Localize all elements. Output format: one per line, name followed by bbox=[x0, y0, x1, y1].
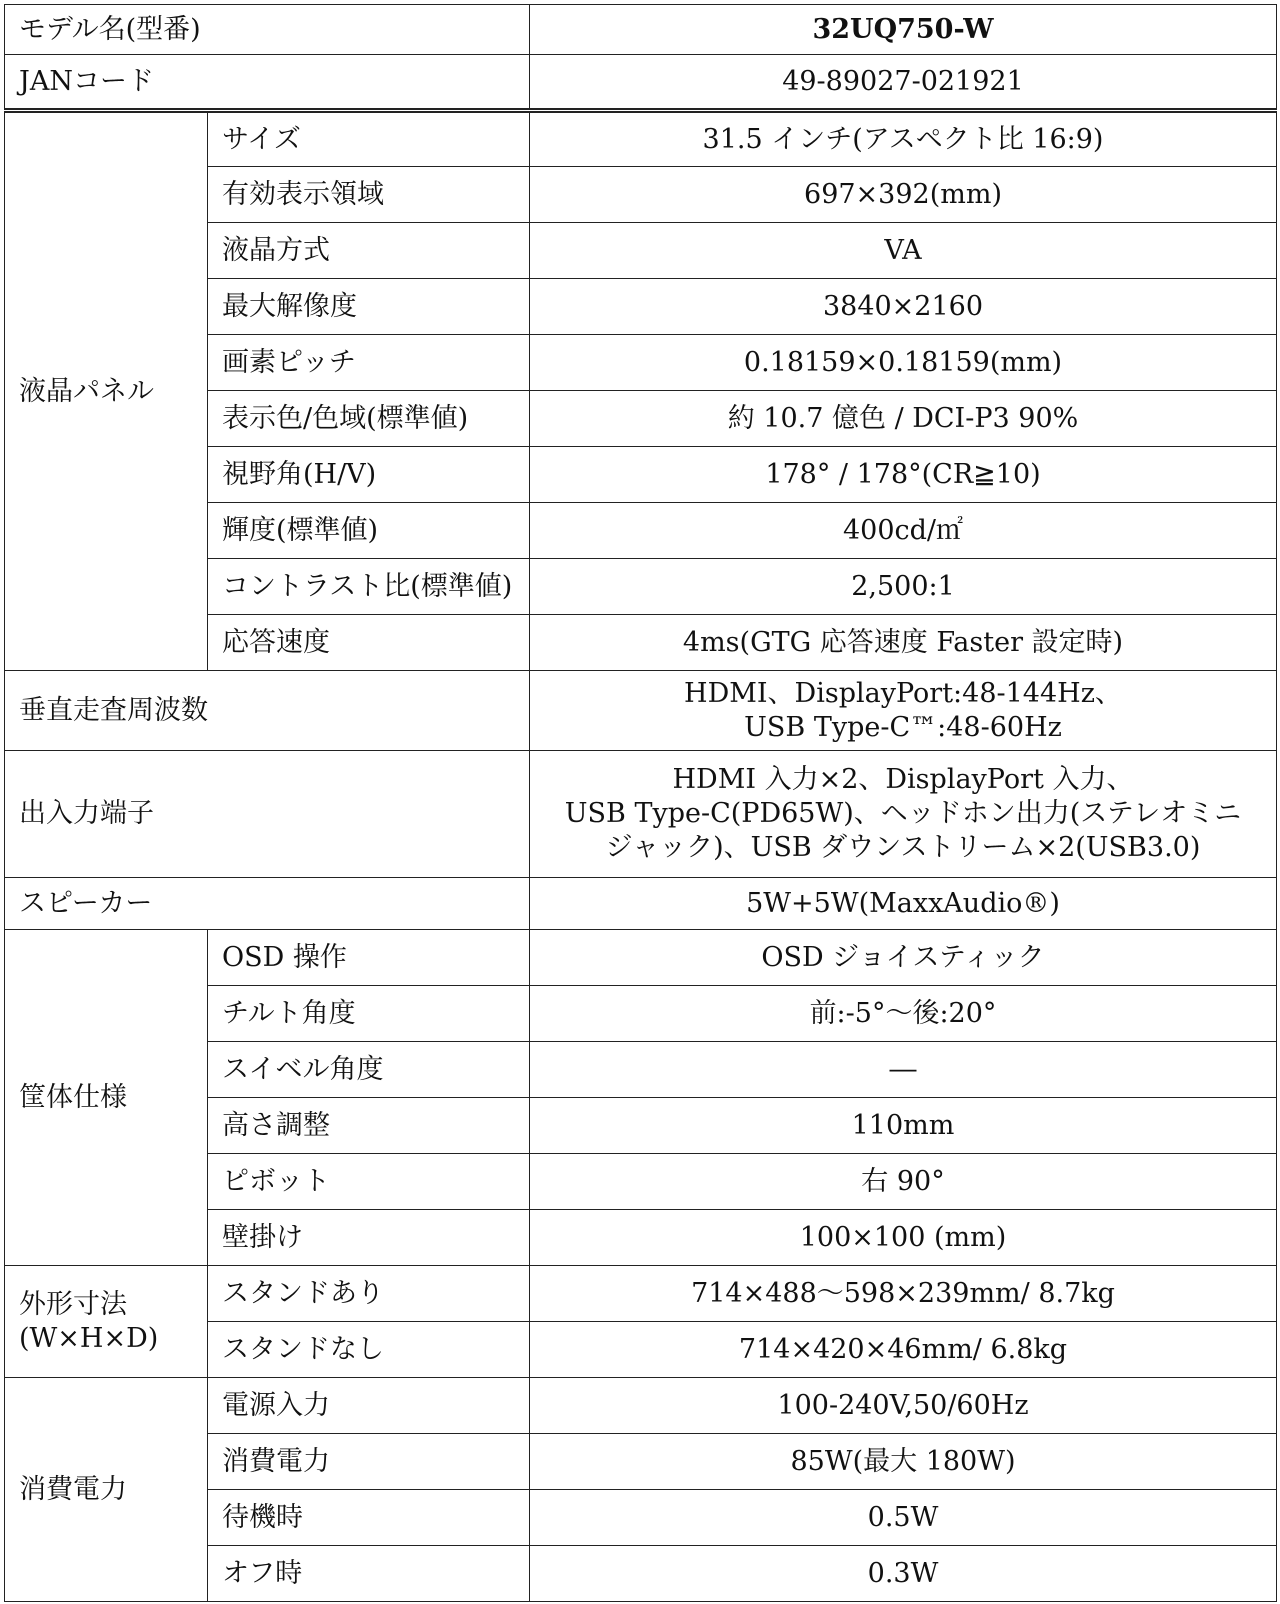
row-model bbox=[5, 5, 1277, 55]
panel-sub-label: 応答速度 bbox=[208, 615, 530, 671]
chassis-sub-label: 高さ調整 bbox=[208, 1098, 530, 1154]
chassis-sub-label: ピボット bbox=[208, 1154, 530, 1210]
power-label: 消費電力 bbox=[5, 1378, 208, 1602]
power-sub-label: 待機時 bbox=[208, 1490, 530, 1546]
chassis-value: 100×100 (mm) bbox=[530, 1210, 1277, 1266]
chassis-sub-label: チルト角度 bbox=[208, 986, 530, 1042]
chassis-value: ― bbox=[530, 1042, 1277, 1098]
vfreq-line: HDMI、DisplayPort:48-144Hz、 bbox=[684, 677, 1122, 709]
chassis-value: 右 90° bbox=[530, 1154, 1277, 1210]
vfreq-label: 垂直走査周波数 bbox=[5, 671, 530, 751]
panel-sub-label: 視野角(H/V) bbox=[208, 447, 530, 503]
power-sub-label: オフ時 bbox=[208, 1546, 530, 1602]
panel-value: 約 10.7 億色 / DCI-P3 90% bbox=[530, 391, 1277, 447]
row-dim-with-stand bbox=[5, 1266, 1277, 1322]
panel-value: 3840×2160 bbox=[530, 279, 1277, 335]
panel-value: 4ms(GTG 応答速度 Faster 設定時) bbox=[530, 615, 1277, 671]
dimensions-label-line: 外形寸法 bbox=[19, 1288, 127, 1320]
row-io bbox=[5, 751, 1277, 878]
chassis-value: OSD ジョイスティック bbox=[530, 930, 1277, 986]
row-panel-size bbox=[5, 111, 1277, 167]
row-speaker bbox=[5, 878, 1277, 930]
chassis-value: 110mm bbox=[530, 1098, 1277, 1154]
panel-value: 0.18159×0.18159(mm) bbox=[530, 335, 1277, 391]
io-line: ジャック)、USB ダウンストリーム×2(USB3.0) bbox=[605, 831, 1201, 863]
spec-table bbox=[4, 4, 1277, 1602]
panel-value: 178° / 178°(CR≧10) bbox=[530, 447, 1277, 503]
dimensions-value: 714×420×46mm/ 6.8kg bbox=[530, 1322, 1277, 1378]
row-jan bbox=[5, 55, 1277, 111]
dimensions-label-line: (W×H×D) bbox=[19, 1322, 159, 1354]
jan-value: 49-89027-021921 bbox=[530, 55, 1277, 111]
chassis-label: 筐体仕様 bbox=[5, 930, 208, 1266]
panel-sub-label: 画素ピッチ bbox=[208, 335, 530, 391]
dimensions-sub-label: スタンドなし bbox=[208, 1322, 530, 1378]
panel-value: VA bbox=[530, 223, 1277, 279]
speaker-label: スピーカー bbox=[5, 878, 530, 930]
dimensions-sub-label: スタンドあり bbox=[208, 1266, 530, 1322]
vfreq-line: USB Type-C™:48-60Hz bbox=[744, 711, 1062, 743]
power-sub-label: 電源入力 bbox=[208, 1378, 530, 1434]
io-label: 出入力端子 bbox=[5, 751, 530, 878]
panel-value: 2,500:1 bbox=[530, 559, 1277, 615]
power-value: 85W(最大 180W) bbox=[530, 1434, 1277, 1490]
chassis-sub-label: スイベル角度 bbox=[208, 1042, 530, 1098]
panel-sub-label: 液晶方式 bbox=[208, 223, 530, 279]
panel-sub-label: 有効表示領域 bbox=[208, 167, 530, 223]
dimensions-label bbox=[5, 1266, 208, 1378]
jan-label: JANコード bbox=[5, 55, 530, 111]
dimensions-value: 714×488〜598×239mm/ 8.7kg bbox=[530, 1266, 1277, 1322]
power-value: 100-240V,50/60Hz bbox=[530, 1378, 1277, 1434]
io-line: USB Type-C(PD65W)、ヘッドホン出力(ステレオミニ bbox=[564, 798, 1242, 830]
panel-value: 697×392(mm) bbox=[530, 167, 1277, 223]
panel-sub-label: サイズ bbox=[208, 111, 530, 167]
panel-value: 31.5 インチ(アスペクト比 16:9) bbox=[530, 111, 1277, 167]
panel-value: 400cd/㎡ bbox=[530, 503, 1277, 559]
vfreq-value bbox=[530, 671, 1277, 751]
chassis-sub-label: 壁掛け bbox=[208, 1210, 530, 1266]
model-value: 32UQ750-W bbox=[530, 5, 1277, 55]
power-value: 0.3W bbox=[530, 1546, 1277, 1602]
panel-sub-label: 最大解像度 bbox=[208, 279, 530, 335]
row-chassis-osd bbox=[5, 930, 1277, 986]
power-value: 0.5W bbox=[530, 1490, 1277, 1546]
panel-sub-label: 表示色/色域(標準値) bbox=[208, 391, 530, 447]
row-power-input bbox=[5, 1378, 1277, 1434]
chassis-sub-label: OSD 操作 bbox=[208, 930, 530, 986]
io-value bbox=[530, 751, 1277, 878]
power-sub-label: 消費電力 bbox=[208, 1434, 530, 1490]
io-line: HDMI 入力×2、DisplayPort 入力、 bbox=[672, 764, 1134, 796]
chassis-value: 前:-5°〜後:20° bbox=[530, 986, 1277, 1042]
speaker-value: 5W+5W(MaxxAudio®) bbox=[530, 878, 1277, 930]
model-label: モデル名(型番) bbox=[5, 5, 530, 55]
panel-label: 液晶パネル bbox=[5, 111, 208, 671]
panel-sub-label: コントラスト比(標準値) bbox=[208, 559, 530, 615]
row-vfreq bbox=[5, 671, 1277, 751]
panel-sub-label: 輝度(標準値) bbox=[208, 503, 530, 559]
